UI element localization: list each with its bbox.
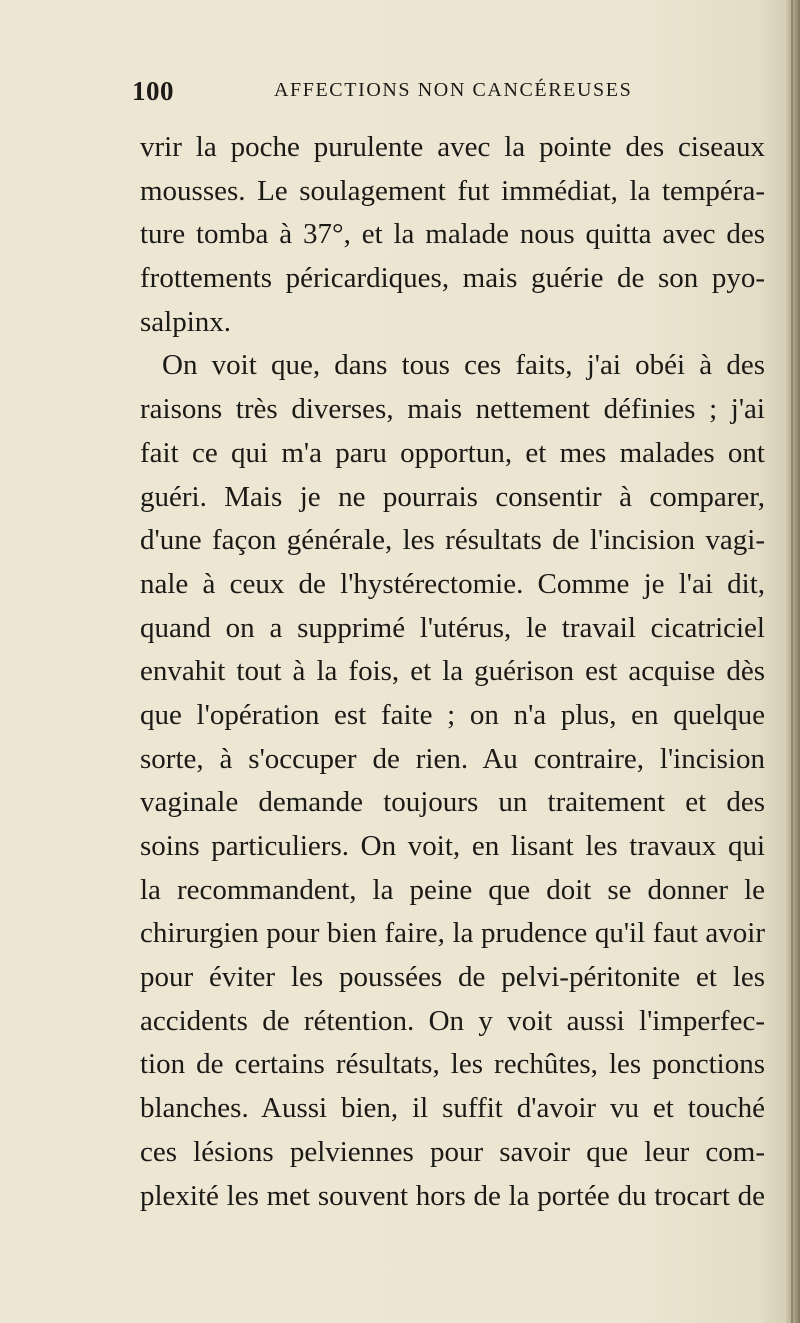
book-gutter	[786, 0, 800, 1323]
page-number: 100	[132, 76, 174, 106]
text-line: que l'opération est faite ; on n'a plus, en quelque	[140, 698, 765, 731]
body-text	[140, 126, 765, 1218]
text-line: accidents de rétention. On y voit aussi l'imperfec-	[140, 1004, 765, 1037]
text-line: pour éviter les poussées de pelvi-péritonite et les	[140, 961, 765, 994]
text-line: blanches. Aussi bien, il suffit d'avoir vu et touché	[140, 1092, 765, 1125]
text-line: vaginale demande toujours un traitement et des	[140, 786, 765, 819]
text-line: ces lésions pelviennes pour savoir que leur com-	[140, 1135, 765, 1168]
text-line: tion de certains résultats, les rechûtes, les ponctions	[140, 1048, 765, 1081]
text-line: soins particuliers. On voit, en lisant les travaux qui	[140, 830, 765, 862]
running-head: AFFECTIONS NON CANCÉREUSES	[274, 79, 633, 101]
text-line: plexité les met souvent hors de la portée du trocart de	[140, 1179, 765, 1212]
text-line: envahit tout à la fois, et la guérison est acquise dès	[140, 655, 765, 688]
text-line: fait ce qui m'a paru opportun, et mes malades ont	[140, 436, 765, 469]
text-line: salpinx.	[140, 305, 232, 338]
text-line: ture tomba à 37°, et la malade nous quitta avec des	[140, 218, 765, 251]
text-line: vrir la poche purulente avec la pointe des ciseaux	[140, 131, 765, 163]
text-line: nale à ceux de l'hystérectomie. Comme je l'ai dit,	[140, 567, 765, 600]
text-line: raisons très diverses, mais nettement définies ; j'ai	[140, 393, 765, 426]
text-line: frottements péricardiques, mais guérie de son pyo-	[140, 262, 765, 295]
text-line: sorte, à s'occuper de rien. Au contraire, l'incision	[140, 742, 765, 775]
text-line: d'une façon générale, les résultats de l'incision vagi-	[140, 524, 765, 557]
text-line: chirurgien pour bien faire, la prudence qu'il faut avoir	[140, 917, 765, 950]
text-line: guéri. Mais je ne pourrais consentir à comparer,	[140, 480, 765, 513]
text-line: la recommandent, la peine que doit se donner le	[140, 873, 765, 906]
text-line: On voit que, dans tous ces faits, j'ai obéi à des	[162, 349, 765, 382]
page-header	[132, 76, 772, 116]
gutter-shadow	[791, 0, 793, 1323]
text-line: quand on a supprimé l'utérus, le travail cicatriciel	[140, 611, 765, 644]
text-line: mousses. Le soulagement fut immédiat, la tempéra-	[140, 174, 765, 207]
